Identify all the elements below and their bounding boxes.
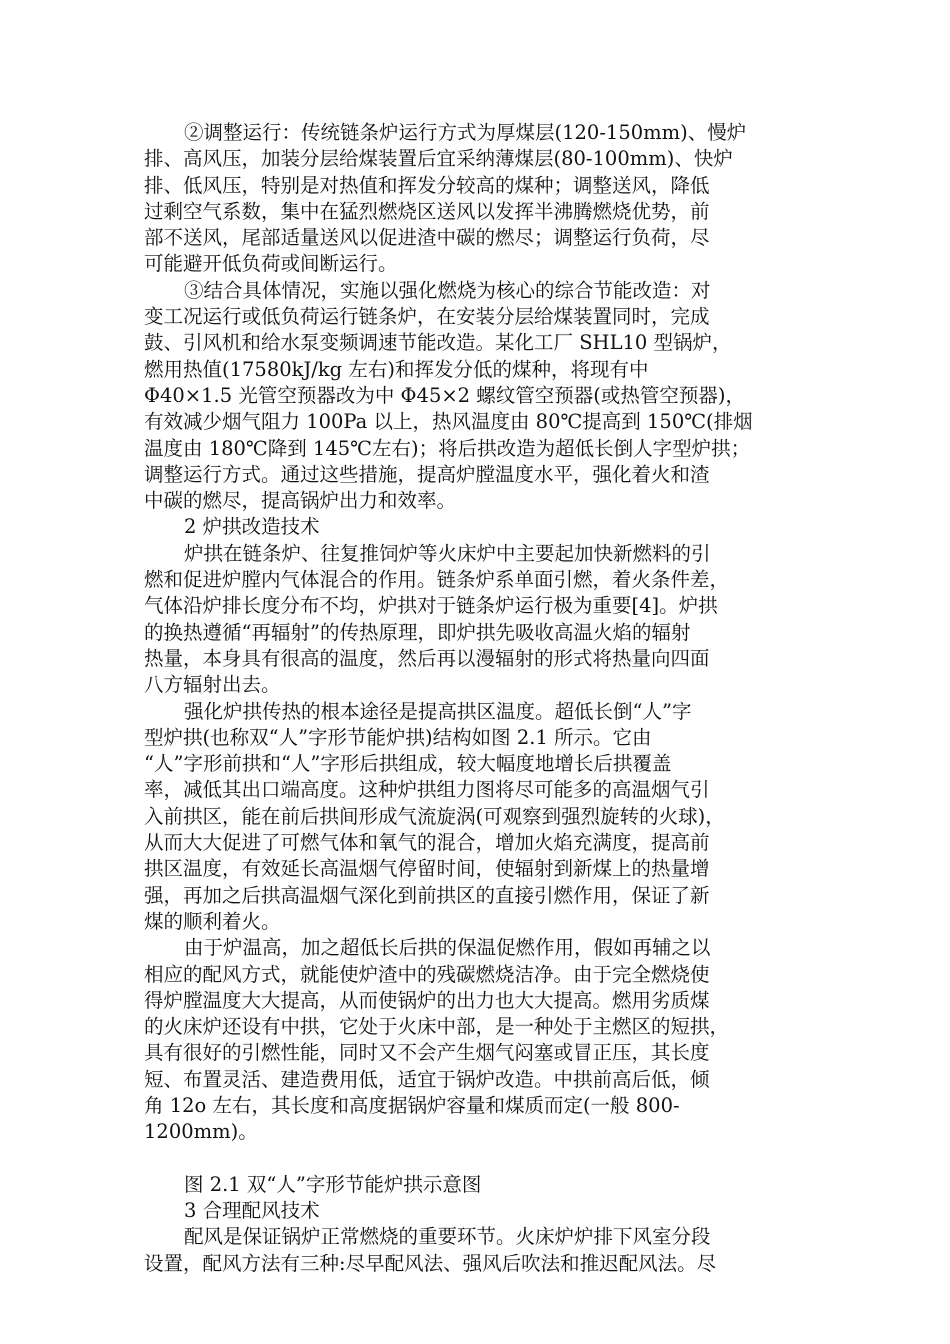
figure-caption: 图 2.1 双“人”字形节能炉拱示意图 [184,1172,482,1196]
paragraph-line: 调整运行方式。通过这些措施，提高炉膛温度水平，强化着火和渣 [144,462,710,486]
paragraph-line: 煤的顺利着火。 [144,909,281,933]
paragraph-line: Φ40×1.5 光管空预器改为中 Φ45×2 螺纹管空预器(或热管空预器)， [144,383,746,407]
paragraph-line: 部不送风，尾部适量送风以促进渣中碳的燃尽；调整运行负荷，尽 [144,226,710,250]
paragraph-line: 热量，本身具有很高的温度，然后再以漫辐射的形式将热量向四面 [144,646,710,670]
paragraph-line: 有效减少烟气阻力 100Pa 以上，热风温度由 80℃提高到 150℃(排烟 [144,410,753,434]
section-heading: 2 炉拱改造技术 [184,515,320,539]
blank-line [144,1146,824,1172]
document-body [144,120,824,1277]
paragraph-line: 拱区温度，有效延长高温烟气停留时间，使辐射到新煤上的热量增 [144,857,710,881]
paragraph-line: 鼓、引风机和给水泵变频调速节能改造。某化工厂 SHL10 型锅炉， [144,331,732,355]
paragraph-line: 的火床炉还设有中拱，它处于火床中部，是一种处于主燃区的短拱， [144,1015,730,1039]
paragraph-line: 设置，配风方法有三种:尽早配风法、强风后吹法和推迟配风法。尽 [144,1251,717,1275]
paragraph-line: 短、布置灵活、建造费用低，适宜于锅炉改造。中拱前高后低，倾 [144,1067,710,1091]
paragraph-line: 排、低风压，特别是对热值和挥发分较高的煤种；调整送风，降低 [144,173,710,197]
paragraph-line: 可能避开低负荷或间断运行。 [144,252,398,276]
paragraph-line: 变工况运行或低负荷运行链条炉，在安装分层给煤装置同时，完成 [144,305,710,329]
paragraph-line: 由于炉温高，加之超低长后拱的保温促燃作用，假如再辅之以 [184,936,711,960]
paragraph-line: 入前拱区，能在前后拱间形成气流旋涡(可观察到强烈旋转的火球)， [144,804,725,828]
paragraph-line: 八方辐射出去。 [144,673,281,697]
paragraph-line: ②调整运行：传统链条炉运行方式为厚煤层(120-150mm)、慢炉 [184,121,747,144]
paragraph-line: ③结合具体情况，实施以强化燃烧为核心的综合节能改造：对 [184,278,711,302]
paragraph-line: 相应的配风方式，就能使炉渣中的残碳燃烧洁净。由于完全燃烧使 [144,962,710,986]
paragraph-line: 强，再加之后拱高温烟气深化到前拱区的直接引燃作用，保证了新 [144,883,710,907]
paragraph-line: 1200mm)。 [144,1120,258,1144]
paragraph-line: 燃和促进炉膛内气体混合的作用。链条炉系单面引燃，着火条件差， [144,568,730,592]
paragraph-line: 角 12o 左右，其长度和高度据锅炉容量和煤质而定(一般 800- [144,1093,680,1117]
paragraph-line: 率，减低其出口端高度。这种炉拱组力图将尽可能多的高温烟气引 [144,778,710,802]
paragraph-line: 具有很好的引燃性能，同时又不会产生烟气闷塞或冒正压，其长度 [144,1041,710,1065]
paragraph-line: 从而大大促进了可燃气体和氧气的混合，增加火焰充满度，提高前 [144,831,710,855]
paragraph-line: 型炉拱(也称双“人”字形节能炉拱)结构如图 2.1 所示。它由 [144,725,652,749]
paragraph-line: 燃用热值(17580kJ/kg 左右)和挥发分低的煤种，将现有中 [144,357,649,381]
paragraph-line: 过剩空气系数，集中在猛烈燃烧区送风以发挥半沸腾燃烧优势，前 [144,199,710,223]
paragraph-line: 气体沿炉排长度分布不均，炉拱对于链条炉运行极为重要[4]。炉拱 [144,594,718,618]
section-heading: 3 合理配风技术 [184,1199,320,1223]
paragraph-line: 排、高风压，加装分层给煤装置后宜采纳薄煤层(80-100mm)、快炉 [144,147,733,171]
paragraph-line: 得炉膛温度大大提高，从而使锅炉的出力也大大提高。燃用劣质煤 [144,988,710,1012]
paragraph-line: 炉拱在链条炉、往复推饲炉等火床炉中主要起加快新燃料的引 [184,541,711,565]
paragraph-line: “人”字形前拱和“人”字形后拱组成，较大幅度地增长后拱覆盖 [144,752,672,776]
paragraph-line: 中碳的燃尽，提高锅炉出力和效率。 [144,489,457,513]
paragraph-line: 配风是保证锅炉正常燃烧的重要环节。火床炉炉排下风室分段 [184,1225,711,1249]
paragraph-line: 温度由 180℃降到 145℃左右)；将后拱改造为超低长倒人字型炉拱； [144,436,751,460]
paragraph-line: 的换热遵循“再辐射”的传热原理，即炉拱先吸收高温火焰的辐射 [144,620,691,644]
paragraph-line: 强化炉拱传热的根本途径是提高拱区温度。超低长倒“人”字 [184,699,692,723]
